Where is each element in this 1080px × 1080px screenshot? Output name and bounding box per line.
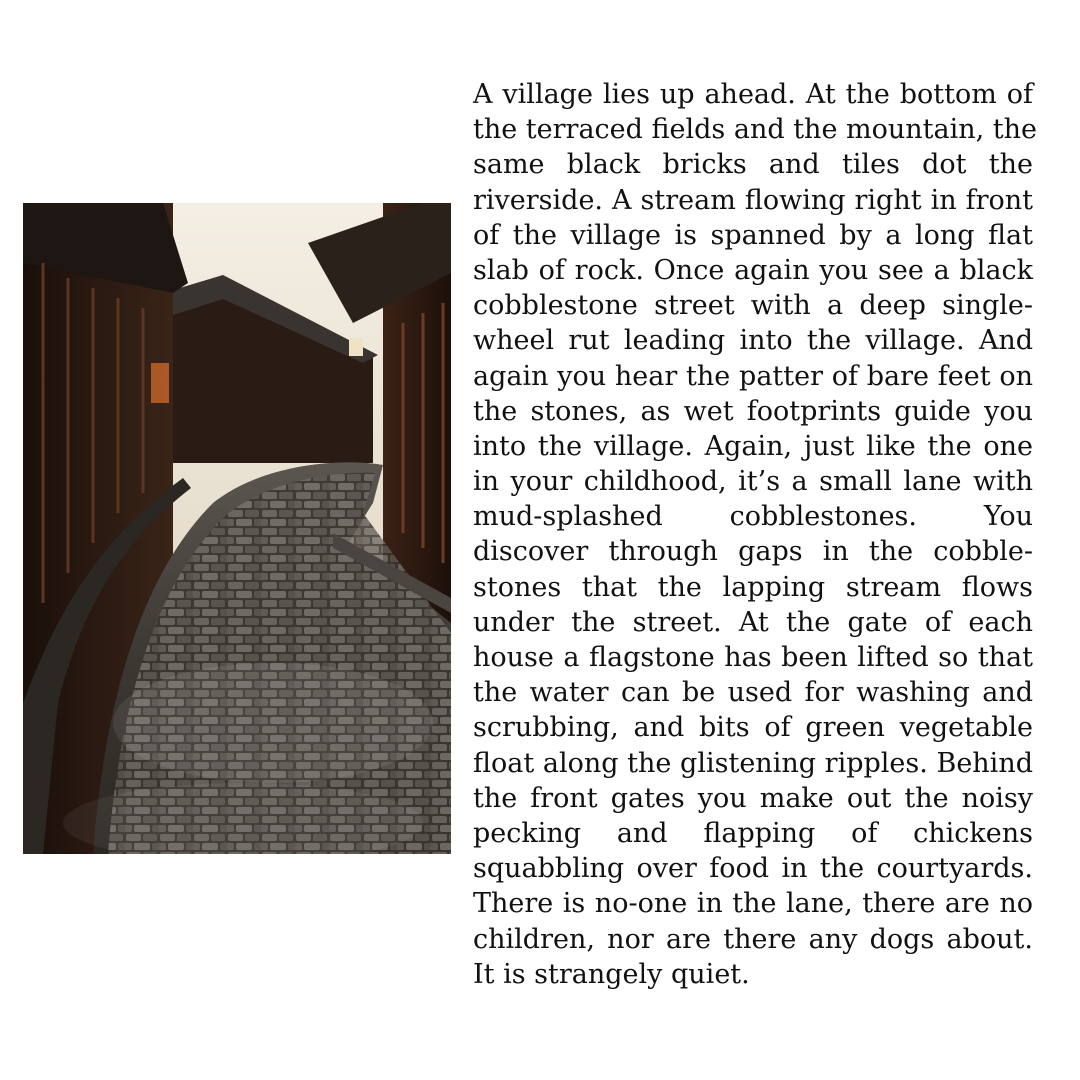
passage-line: squabbling over food in the courtyards. [473,853,1033,885]
passage-line: in your childhood, it’s a small lane with [473,466,1033,498]
passage-line: the stones, as wet footprints guide you [473,395,1033,427]
passage-line: scrubbing, and bits of green vegetable [473,712,1033,744]
cobblestone-lane-photo [23,203,451,854]
lane-illustration [23,203,451,854]
passage-line: discover through gaps in the cobble- [473,536,1033,568]
passage-line: A village lies up ahead. At the bottom of [473,79,1033,110]
passage-line: There is no-one in the lane, there are no [473,888,1033,920]
passage-line: wheel rut leading into the village. And [473,325,1033,357]
passage-text [473,77,1037,992]
passage-line: slab of rock. Once again you see a black [473,254,1033,286]
passage-line: pecking and flapping of chickens [473,817,1033,849]
passage-line: cobblestone street with a deep single- [473,290,1033,322]
passage-line: stones that the lapping stream flows [473,571,1033,603]
passage-line: the front gates you make out the noisy [473,782,1033,814]
passage-line: same black bricks and tiles dot the [473,149,1033,181]
passage-line: float along the glistening ripples. Behind [473,747,1033,779]
passage-line: mud-splashed cobblestones. You [473,501,1033,533]
passage-line: It is strangely quiet. [473,958,750,990]
passage-line: of the village is spanned by a long flat [473,219,1033,251]
passage-line: riverside. A stream flowing right in front [473,184,1033,216]
passage-line: the water can be used for washing and [473,677,1033,709]
passage-line: house a flagstone has been lifted so that [473,642,1033,673]
passage-line: children, nor are there any dogs about. [473,923,1033,955]
passage-line: under the street. At the gate of each [473,606,1033,638]
passage-line: again you hear the patter of bare feet on [473,360,1033,392]
passage-line: into the village. Again, just like the one [473,430,1033,462]
passage-line: the terraced fields and the mountain, the [473,114,1037,146]
